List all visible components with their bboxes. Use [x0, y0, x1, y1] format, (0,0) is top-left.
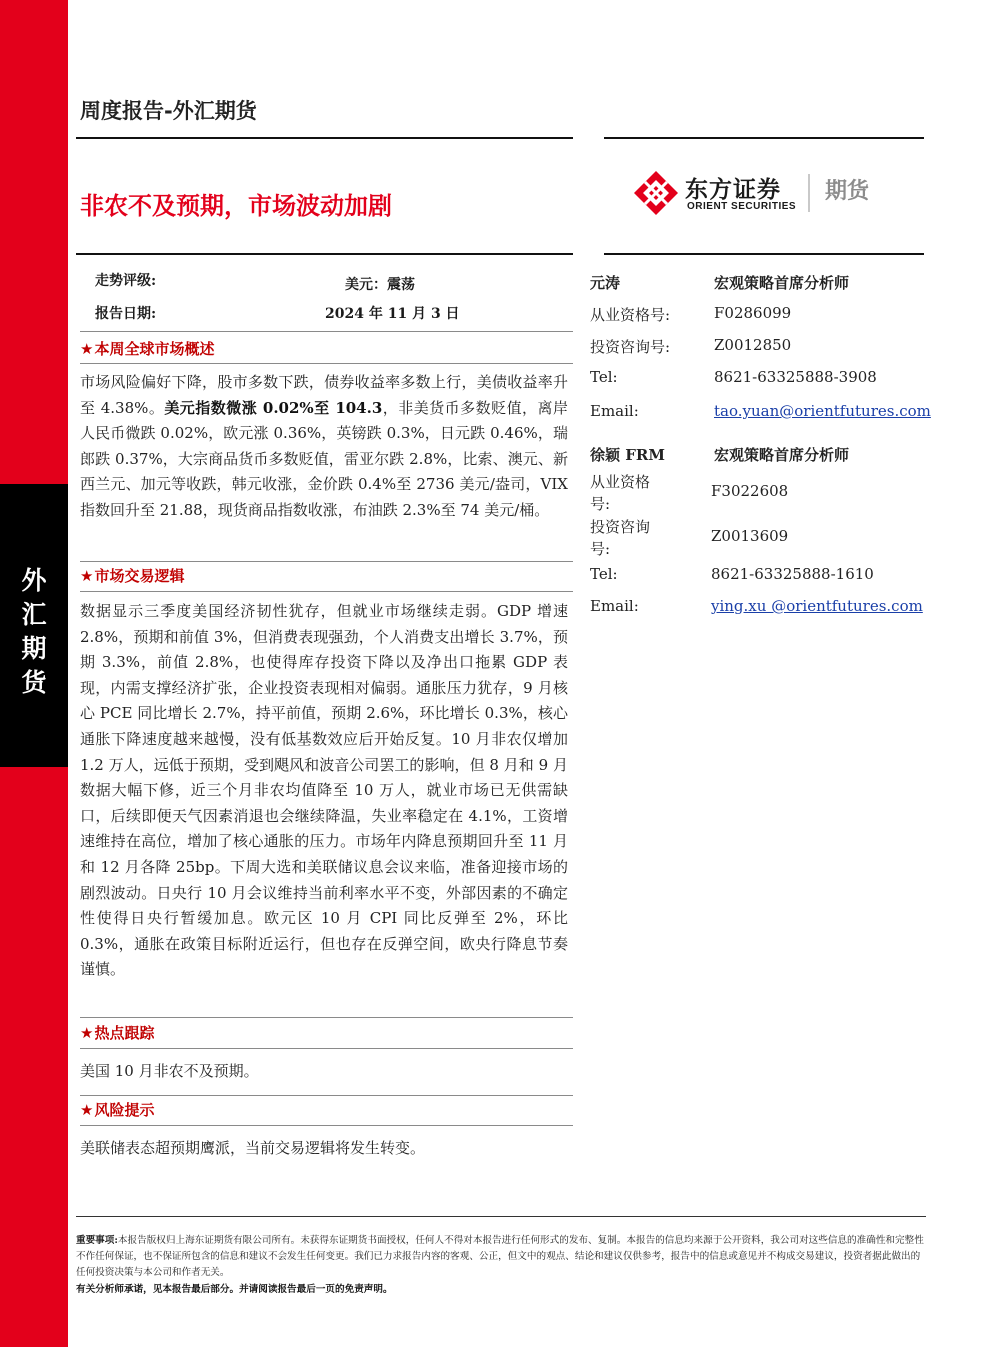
risk-warning-paragraph: 美联储表态超预期鹰派，当前交易逻辑将发生转变。 [80, 1139, 426, 1157]
consulting-number: Z0013609 [711, 527, 789, 545]
header-rule-left [76, 137, 573, 139]
section-divider [80, 1017, 573, 1018]
report-type: 周度报告-外汇期货 [80, 99, 257, 123]
section-heading-text: 风险提示 [94, 1101, 155, 1119]
section-divider [80, 1125, 573, 1126]
qualification-label-cont: 号: [590, 495, 611, 513]
section-heading-text: 市场交易逻辑 [94, 567, 185, 585]
star-icon: ★ [80, 1101, 94, 1119]
section-divider [80, 591, 573, 592]
orient-logo-icon [633, 170, 679, 216]
logo-english-name: ORIENT SECURITIES [687, 201, 797, 212]
tel-label: Tel: [590, 368, 618, 386]
section-divider [80, 331, 573, 332]
analyst-title: 宏观策略首席分析师 [714, 446, 850, 464]
consulting-number: Z0012850 [714, 336, 792, 354]
side-tab-char: 外 [21, 566, 47, 595]
analyst-name: 元涛 [590, 274, 621, 292]
tel-number: 8621-63325888-1610 [711, 565, 874, 583]
disclaimer-label: 重要事项: [76, 1235, 118, 1246]
qualification-label: 从业资格号: [590, 306, 671, 324]
highlight-text: 美元指数微涨 0.02%至 104.3 [164, 398, 383, 417]
paragraph-text: ，非美货币多数贬值，离岸人民币微跌 0.02%，欧元涨 0.36%，英镑跌 0.3%，日元跌 0.46%，瑞郎跌 0.37%，大宗商品货币多数贬值，雷亚尔跌 2.8%，比索、澳元、新西兰元、加元等收跌，韩元收涨，金价跌 0.4%至 2736 美元/盎司，VIX 指数回升至 21.88，现货商品指数收涨，布油跌 2.3%至 74 美元/桶。 [80, 398, 569, 519]
section-heading [80, 338, 214, 359]
qualification-number: F0286099 [714, 304, 792, 322]
rating-label: 走势评级: [95, 273, 157, 289]
section-heading-text: 本周全球市场概述 [94, 340, 215, 358]
side-tab-char: 期 [21, 634, 47, 663]
title-rule-right [604, 253, 924, 255]
rating-value: 美元：震荡 [345, 277, 415, 293]
email-link[interactable]: tao.yuan@orientfutures.com [714, 402, 931, 420]
section-heading-text: 热点跟踪 [94, 1024, 155, 1042]
section-heading [80, 1099, 154, 1120]
section-divider [80, 1095, 573, 1096]
email-link[interactable]: ying.xu @orientfutures.com [711, 597, 923, 615]
footer-rule [76, 1216, 926, 1217]
logo-chinese-name: 东方证券 [685, 177, 781, 203]
header-rule-right [604, 137, 924, 139]
date-label: 报告日期: [95, 306, 157, 322]
market-overview-paragraph [80, 370, 568, 524]
side-category-tab [0, 484, 68, 767]
section-heading [80, 1022, 154, 1043]
section-divider [80, 1048, 573, 1049]
analyst-title: 宏观策略首席分析师 [714, 274, 850, 292]
disclaimer [76, 1233, 928, 1281]
analyst-name: 徐颖 FRM [590, 446, 665, 464]
email-label: Email: [590, 597, 639, 615]
qualification-label: 从业资格 [590, 473, 651, 491]
report-title: 非农不及预期，市场波动加剧 [80, 192, 392, 220]
title-rule-left [76, 253, 573, 255]
logo-division: 期货 [825, 179, 870, 204]
email-label: Email: [590, 402, 639, 420]
side-tab-char: 汇 [21, 600, 47, 629]
hot-topic-paragraph: 美国 10 月非农不及预期。 [80, 1062, 259, 1080]
star-icon: ★ [80, 1024, 94, 1042]
qualification-number: F3022608 [711, 482, 789, 500]
disclaimer-text: 本报告版权归上海东证期货有限公司所有。未获得东证期货书面授权，任何人不得对本报告进行任何形式的发布、复制。本报告的信息均来源于公开资料，我公司对这些信息的准确性和完整性不作任何保证，也不保证所包含的信息和建议不会发生任何变更。我们已力求报告内容的客观、公正，但文中的观点、结论和建议仅供参考，报告中的信息或意见并不构成交易建议，投资者据此做出的任何投资决策与本公司和作者无关。 [76, 1235, 924, 1278]
tel-label: Tel: [590, 565, 618, 583]
side-tab-char: 货 [21, 668, 47, 697]
disclaimer-note: 有关分析师承诺，见本报告最后部分。并请阅读报告最后一页的免责声明。 [76, 1284, 393, 1295]
star-icon: ★ [80, 567, 94, 585]
date-value: 2024 年 11 月 3 日 [325, 306, 460, 322]
trading-logic-paragraph: 数据显示三季度美国经济韧性犹存，但就业市场继续走弱。GDP 增速 2.8%，预期和前值 3%，但消费表现强劲，个人消费支出增长 3.7%，预期 3.3%，前值 2.8%，也使得库存投资下降以及净出口拖累 GDP 表现，内需支撑经济扩张，企业投资表现相对偏弱。通胀压力犹存，9 月核心 PCE 同比增长 2.7%，持平前值，预期 2.6%，环比增长 0.3%，核心通胀下降速度越来越慢，没有低基数效应后开始反复。10 月非农仅增加 1.2 万人，远低于预期，受到飓风和波音公司罢工的影响，但 8 月和 9 月数据大幅下修，近三个月非农均值降至 10 万人，就业市场已无供需缺口，后续即便天气因素消退也会继续降温，失业率稳定在 4.1%，工资增速维持在高位，增加了核心通胀的压力。市场年内降息预期回升至 11 月和 12 月各降 25bp。下周大选和美联储议息会议来临，准备迎接市场的剧烈波动。日央行 10 月会议维持当前利率水平不变，外部因素的不确定性使得日央行暂缓加息。欧元区 10 月 CPI 同比反弹至 2%，环比 0.3%，通胀在政策目标附近运行，但也存在反弹空间，欧央行降息节奏谨慎。 [80, 602, 568, 979]
consulting-label: 投资咨询号: [590, 338, 671, 356]
section-divider [80, 363, 573, 364]
star-icon: ★ [80, 340, 94, 358]
company-logo [633, 170, 893, 216]
section-heading [80, 565, 184, 586]
tel-number: 8621-63325888-3908 [714, 368, 877, 386]
paragraph-text: 市场风险偏好下降，股市多数下跌，债券收益率多数上行，美债收益率升至 4.38%。 [80, 373, 568, 417]
consulting-label: 投资咨询 [590, 518, 651, 536]
section-divider [80, 561, 573, 562]
logo-separator [808, 174, 810, 212]
consulting-label-cont: 号: [590, 540, 611, 558]
